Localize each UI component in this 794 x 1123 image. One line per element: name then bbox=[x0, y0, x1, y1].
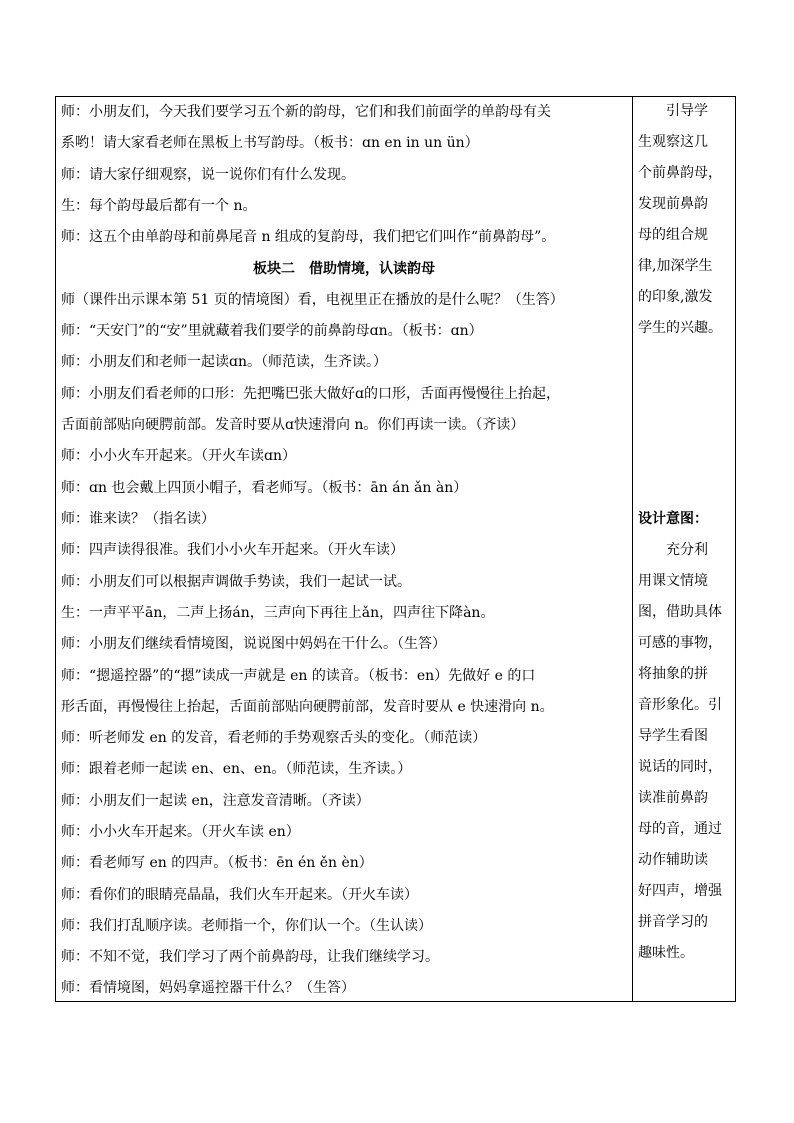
dialogue-line: 师：小朋友们，今天我们要学习五个新的韵母，它们和我们前面学的单韵母有关 bbox=[61, 104, 551, 120]
dialogue-line: 师：四声读得很准。我们小小火车开起来。（开火车读） bbox=[61, 542, 404, 558]
side-note-line: 律,加深学生 bbox=[638, 258, 713, 274]
side-note-line: 可感的事物， bbox=[638, 635, 722, 651]
side-note-line: 导学生看图 bbox=[638, 728, 708, 744]
side-note-line: 母的组合规 bbox=[638, 227, 708, 243]
side-note-line: 拼音学习的 bbox=[638, 914, 708, 930]
dialogue-line: 形舌面，再慢慢往上抬起，舌面前部贴向硬腭前部，发音时要从 e 快速滑向 n。 bbox=[61, 699, 554, 715]
dialogue-line: 师：听老师发 en 的发音，看老师的手势观察舌头的变化。（师范读） bbox=[61, 730, 487, 746]
dialogue-line: 师：小朋友们和老师一起读ɑn。（师范读，生齐读。） bbox=[61, 354, 387, 370]
dialogue-line: 师：谁来读？（指名读） bbox=[61, 511, 215, 527]
side-note-line: 生观察这几 bbox=[638, 134, 708, 150]
side-note-line: 图，借助具体 bbox=[638, 604, 722, 620]
dialogue-line: 师：小朋友们继续看情境图，说说图中妈妈在干什么。（生答） bbox=[61, 636, 446, 652]
dialogue-line: 师：跟着老师一起读 en、en、en。（师范读，生齐读。） bbox=[61, 761, 412, 777]
side-note-line: 好四声，增强 bbox=[638, 883, 722, 899]
dialogue-line: 师：这五个由单韵母和前鼻尾音 n 组成的复韵母，我们把它们叫作“前鼻韵母”。 bbox=[61, 229, 556, 245]
dialogue-line: 舌面前部贴向硬腭前部。发音时要从ɑ快速滑向 n。你们再读一读。（齐读） bbox=[61, 417, 525, 433]
dialogue-line: 师：看老师写 en 的四声。（板书：ēn én ěn èn） bbox=[61, 855, 373, 871]
dialogue-line: 师：看你们的眼睛亮晶晶，我们火车开起来。（开火车读） bbox=[61, 887, 418, 903]
teaching-process-column bbox=[56, 97, 632, 1001]
side-note-line: 读准前鼻韵 bbox=[638, 790, 708, 806]
dialogue-line: 生：每个韵母最后都有一个 n。 bbox=[61, 198, 257, 214]
side-note-line: 动作辅助读 bbox=[638, 852, 708, 868]
design-intent-title: 设计意图： bbox=[638, 511, 708, 527]
dialogue-line: 师：“天安门”的“安”里就藏着我们要学的前鼻韵母ɑn。（板书：ɑn） bbox=[61, 323, 483, 339]
dialogue-line: 师：小小火车开起来。（开火车读 en） bbox=[61, 824, 300, 840]
side-note-line: 用课文情境 bbox=[638, 573, 708, 589]
lesson-plan-table bbox=[55, 96, 736, 1002]
side-note-line: 母的音，通过 bbox=[638, 821, 722, 837]
side-note-line: 趣味性。 bbox=[638, 945, 694, 961]
dialogue-line: 师：小朋友们看老师的口形：先把嘴巴张大做好ɑ的口形，舌面再慢慢往上抬起， bbox=[61, 386, 560, 402]
side-note-line: 发现前鼻韵 bbox=[638, 196, 708, 212]
side-note-line: 引导学 bbox=[666, 103, 708, 119]
side-note-line: 说话的同时， bbox=[638, 759, 722, 775]
dialogue-line: 师：小小火车开起来。（开火车读ɑn） bbox=[61, 448, 296, 464]
dialogue-line: 师：小朋友们一起读 en，注意发音清晰。（齐读） bbox=[61, 793, 370, 809]
side-note-line: 个前鼻韵母， bbox=[638, 165, 722, 181]
side-note-line: 充分利 bbox=[666, 542, 708, 558]
dialogue-line: 师：看情境图，妈妈拿遥控器干什么？（生答） bbox=[61, 980, 355, 996]
design-intent-column bbox=[633, 97, 735, 1001]
dialogue-line: 师（课件出示课本第 51 页的情境图）看，电视里正在播放的是什么呢？（生答） bbox=[61, 292, 564, 308]
dialogue-line: 师：小朋友们可以根据声调做手势读，我们一起试一试。 bbox=[61, 574, 411, 590]
side-note-line: 音形象化。引 bbox=[638, 697, 722, 713]
dialogue-line: 系哟！请大家看老师在黑板上书写韵母。（板书：ɑn en in un ün） bbox=[61, 135, 479, 151]
dialogue-line: 师：请大家仔细观察，说一说你们有什么发现。 bbox=[61, 167, 355, 183]
dialogue-line: 师：我们打乱顺序读。老师指一个，你们认一个。（生认读） bbox=[61, 918, 432, 934]
dialogue-line: 师：“摁遥控器”的“摁”读成一声就是 en 的读音。（板书：en）先做好 e 的口 bbox=[61, 668, 536, 684]
dialogue-line: 生：一声平平ān，二声上扬án，三声向下再往上ǎn，四声往下降àn。 bbox=[61, 605, 495, 621]
section-heading: 板块二 借助情境，认读韵母 bbox=[253, 261, 435, 277]
side-note-line: 学生的兴趣。 bbox=[638, 320, 722, 336]
dialogue-line: 师：不知不觉，我们学习了两个前鼻韵母，让我们继续学习。 bbox=[61, 949, 439, 965]
dialogue-line: 师：ɑn 也会戴上四顶小帽子，看老师写。（板书：ān án ǎn àn） bbox=[61, 480, 468, 496]
side-note-line: 将抽象的拼 bbox=[638, 666, 708, 682]
side-note-line: 的印象,激发 bbox=[638, 289, 713, 305]
